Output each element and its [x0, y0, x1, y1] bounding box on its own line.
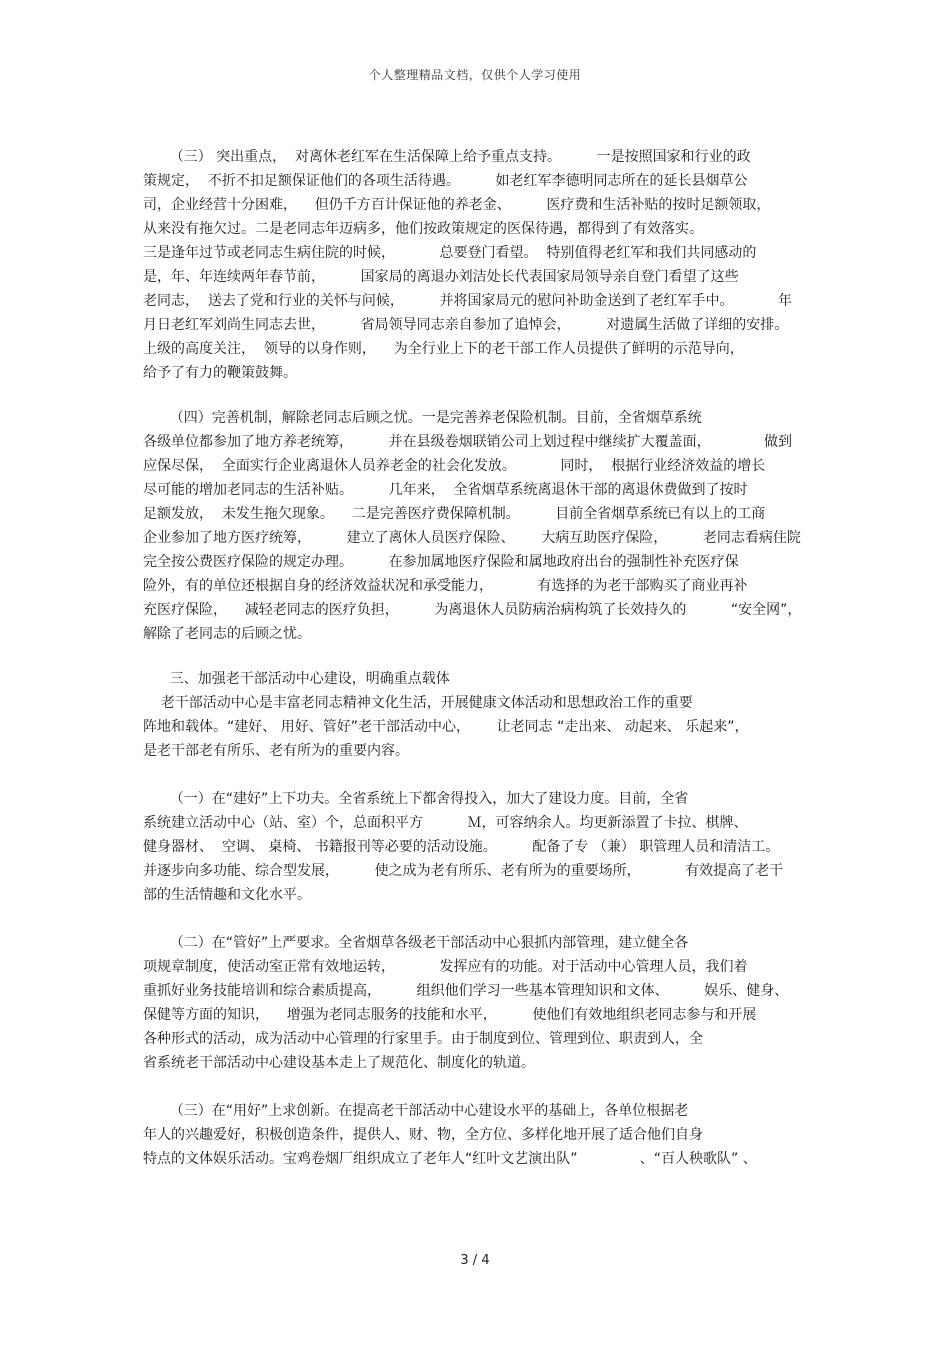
text-line: 险外，有的单位还根据自身的经济效益状况和承受能力， 有选择的为老干部购买了商业再补 [143, 578, 748, 594]
text-line: 保健等方面的知识， 增强为老同志服务的技能和水平， 使他们有效地组织老同志参与和开展 [143, 1007, 757, 1023]
text-line: 月日老红军刘尚生同志去世， 省局领导同志亲自参加了追悼会， 对遗属生活做了详细的安排。 [143, 317, 789, 333]
text-line: （一）在“建好”上下功夫。全省系统上下都舍得投入，加大了建设力度。目前，全省 [143, 791, 689, 807]
text-line: 足额发放， 未发生拖欠现象。 二是完善医疗费保障机制。 目前全省烟草系统已有以上的工商 [143, 506, 766, 522]
text-line: 从来没有拖欠过。二是老同志年迈病多，他们按政策规定的医保待遇，都得到了有效落实。 [143, 221, 703, 237]
text-line: 省系统老干部活动中心建设基本走上了规范化、制度化的轨道。 [143, 1055, 535, 1071]
paragraph-use-well [143, 1099, 813, 1171]
text-line: 三是逢年过节或老同志生病住院的时候， 总要登门看望。 特别值得老红军和我们共同感动的 [143, 245, 757, 261]
text-line: （二）在“管好”上严要求。全省烟草各级老干部活动中心狠抓内部管理，建立健全各 [143, 935, 689, 951]
paragraph-manage-well [143, 931, 813, 1075]
text-line: 老同志， 送去了党和行业的关怀与问候， 并将国家局元的慰问补助金送到了老红军手中。 年 [143, 293, 793, 309]
paragraph-build-well [143, 787, 813, 907]
paragraph-improve-mechanism [143, 406, 813, 646]
text-line: 是老干部老有所乐、老有所为的重要内容。 [143, 743, 409, 759]
text-line: 给予了有力的鞭策鼓舞。 [143, 365, 297, 381]
page-number: 3 / 4 [460, 1253, 490, 1268]
document-body [143, 145, 813, 1171]
text-line: 司，企业经营十分困难， 但仍千方百计保证他的养老金、 医疗费和生活补贴的按时足额领取， [143, 197, 771, 213]
text-line: 特点的文体娱乐活动。宝鸡卷烟厂组织成立了老年人“红叶文艺演出队” 、“百人秧歌队” 、 [143, 1151, 757, 1167]
text-line: 年人的兴趣爱好，积极创造条件，提供人、财、物，全方位、多样化地开展了适合他们自身 [143, 1127, 703, 1143]
text-line: 上级的高度关注， 领导的以身作则， 为全行业上下的老干部工作人员提供了鲜明的示范导向， [143, 341, 744, 357]
text-line: 各种形式的活动，成为活动中心管理的行家里手。由于制度到位、管理到位、职责到人，全 [143, 1031, 703, 1047]
text-line: 是，年、年连续两年春节前， 国家局的离退办刘洁处长代表国家局领导亲自登门看望了这些 [143, 269, 739, 285]
text-line: 重抓好业务技能培训和综合素质提高， 组织他们学习一些基本管理知识和文体、 娱乐、健身、 [143, 983, 789, 999]
text-line: 部的生活情趣和文化水平。 [143, 887, 311, 903]
text-line: 老干部活动中心是丰富老同志精神文化生活，开展健康文体活动和思想政治工作的重要 [143, 695, 693, 711]
text-line: 策规定， 不折不扣足额保证他们的各项生活待遇。 如老红军李德明同志所在的延长县烟草公 [143, 173, 748, 189]
text-line: （四）完善机制，解除老同志后顾之忧。一是完善养老保险机制。目前，全省烟草系统 [143, 410, 702, 426]
text-line: 项规章制度，使活动室正常有效地运转， 发挥应有的功能。对于活动中心管理人员，我们着 [143, 959, 748, 975]
text-line: 企业参加了地方医疗统筹， 建立了离休人员医疗保险、 大病互助医疗保险， 老同志看病住院 [143, 530, 801, 546]
text-line: （三）在“用好”上求创新。在提高老干部活动中心建设水平的基础上，各单位根据老 [143, 1103, 689, 1119]
text-line: 充医疗保险， 减轻老同志的医疗负担， 为离退休人员防病治病构筑了长效持久的 “安全网”， [143, 602, 802, 618]
page-header: 个人整理精品文档，仅供个人学习使用 [368, 68, 582, 82]
text-line: 应保尽保， 全面实行企业离退休人员养老金的社会化发放。 同时， 根据行业经济效益的增长 [143, 458, 766, 474]
text-line: 系统建立活动中心（站、室）个，总面积平方 Ｍ，可容纳余人。均更新添置了卡拉、棋牌、 [143, 815, 748, 831]
text-line: 完全按公费医疗保险的规定办理。 在参加属地医疗保险和属地政府出台的强制性补充医疗保 [143, 554, 739, 570]
paragraph-activity-center-intro [143, 667, 813, 763]
text-line: 并逐步向多功能、综合型发展， 使之成为老有所乐、老有所为的重要场所， 有效提高了老干 [143, 863, 784, 879]
text-line: 阵地和载体。“建好、 用好、管好”老干部活动中心， 让老同志 “走出来、 动起来、 乐起来”， [143, 719, 749, 735]
text-line: 三、加强老干部活动中心建设，明确重点载体 [143, 671, 450, 687]
text-line: 各级单位都参加了地方养老统筹， 并在县级卷烟联销公司上划过程中继续扩大覆盖面， 做到 [143, 434, 793, 450]
text-line: 健身器材、 空调、 桌椅、 书籍报刊等必要的活动设施。 配备了专 （兼） 职管理人员和清洁工。 [143, 839, 780, 855]
paragraph-guarantee-red-army [143, 145, 813, 385]
text-line: （三） 突出重点， 对离休老红军在生活保障上给予重点支持。 一是按照国家和行业的政 [143, 149, 751, 165]
text-line: 解除了老同志的后顾之忧。 [143, 626, 311, 642]
text-line: 尽可能的增加老同志的生活补贴。 几年来， 全省烟草系统离退休干部的离退休费做到了按时 [143, 482, 748, 498]
